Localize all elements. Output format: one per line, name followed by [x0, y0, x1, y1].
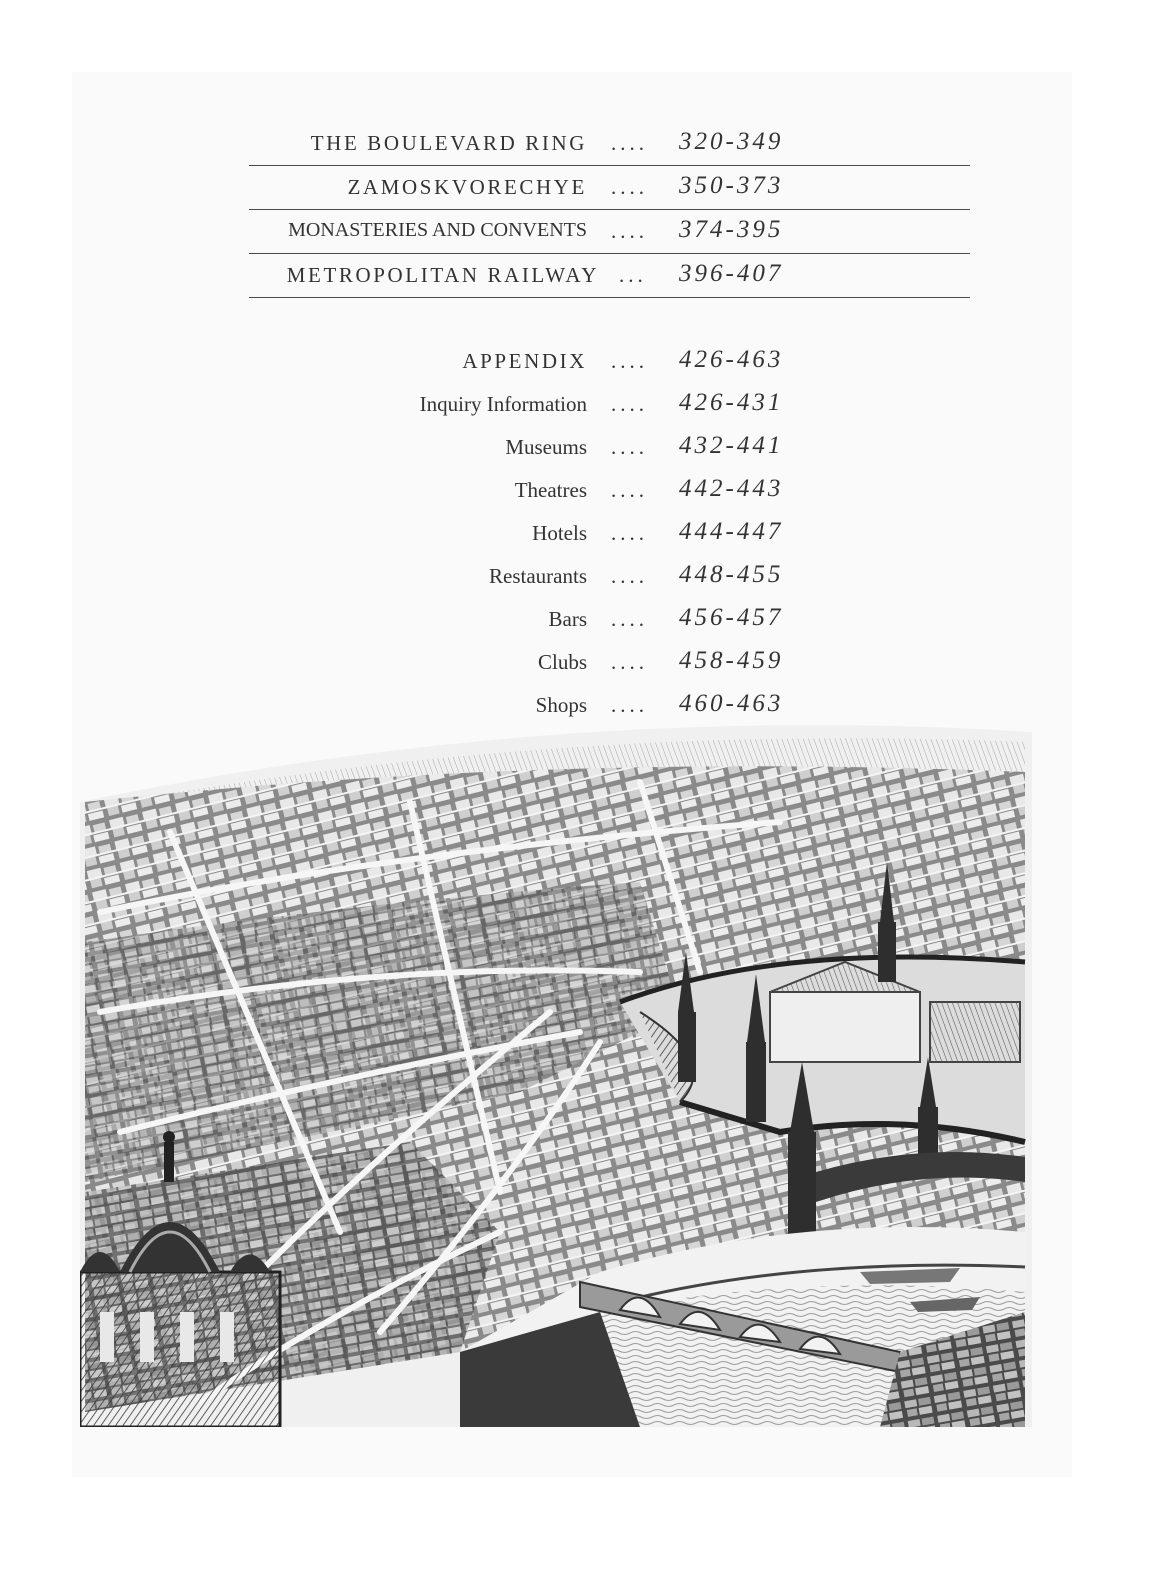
toc-entry[interactable] [249, 469, 970, 512]
toc-page-range: 456-457 [679, 604, 784, 631]
toc-page-range: 458-459 [679, 647, 784, 674]
toc-leader-dots: .... [611, 392, 648, 416]
toc-page-range: 426-463 [679, 346, 784, 373]
toc-leader-dots: .... [611, 219, 648, 243]
toc-leader-dots: .... [611, 521, 648, 545]
toc-entry-title: Hotels [532, 521, 587, 545]
toc-leader-dots: .... [611, 564, 648, 588]
toc-leader-dots: .... [611, 650, 648, 674]
toc-page-range: 374-395 [679, 216, 784, 243]
section-contents-list [249, 122, 970, 298]
toc-entry-title: Bars [548, 607, 587, 631]
toc-entry-title: Inquiry Information [419, 392, 587, 416]
toc-entry[interactable] [249, 641, 970, 684]
toc-leader-dots: .... [611, 435, 648, 459]
toc-entry-title: MONASTERIES AND CONVENTS [288, 219, 587, 241]
toc-page-range: 432-441 [679, 432, 784, 459]
toc-page-range: 444-447 [679, 518, 784, 545]
toc-entry[interactable] [249, 598, 970, 641]
toc-entry[interactable] [249, 426, 970, 469]
toc-entry-title: Museums [505, 435, 587, 459]
toc-entry-title: THE BOULEVARD RING [310, 131, 587, 155]
toc-entry[interactable] [249, 254, 970, 298]
panorama-icon [80, 712, 1032, 1427]
appendix-contents-list [249, 340, 970, 727]
city-panorama-engraving [80, 712, 1032, 1427]
toc-leader-dots: .... [611, 349, 648, 373]
toc-page-range: 350-373 [679, 172, 784, 199]
toc-entry[interactable] [249, 555, 970, 598]
toc-leader-dots: .... [611, 693, 648, 717]
toc-entry[interactable] [249, 166, 970, 210]
toc-entry-title: Shops [535, 693, 587, 717]
toc-entry[interactable] [249, 512, 970, 555]
toc-page-range: 442-443 [679, 475, 784, 502]
toc-page-range: 460-463 [679, 690, 784, 717]
appendix-heading-entry[interactable] [249, 340, 970, 383]
toc-leader-dots: .... [611, 131, 648, 155]
toc-leader-dots: .... [611, 607, 648, 631]
toc-page-range: 320-349 [679, 128, 784, 155]
toc-entry[interactable] [249, 210, 970, 254]
toc-page-range: 396-407 [679, 260, 784, 287]
toc-entry-title: APPENDIX [462, 349, 587, 373]
toc-page-range: 448-455 [679, 561, 784, 588]
toc-leader-dots: .... [611, 175, 648, 199]
toc-entry-title: ZAMOSKVORECHYE [347, 175, 587, 199]
toc-entry[interactable] [249, 122, 970, 166]
toc-page-range: 426-431 [679, 389, 784, 416]
toc-entry-title: Clubs [537, 650, 587, 674]
toc-entry-title: Theatres [514, 478, 587, 502]
toc-entry-title: METROPOLITAN RAILWAY [286, 263, 599, 287]
toc-leader-dots: .... [611, 478, 648, 502]
toc-entry-title: Restaurants [489, 564, 587, 588]
toc-entry[interactable] [249, 383, 970, 426]
toc-leader-dots: ... [619, 263, 647, 287]
